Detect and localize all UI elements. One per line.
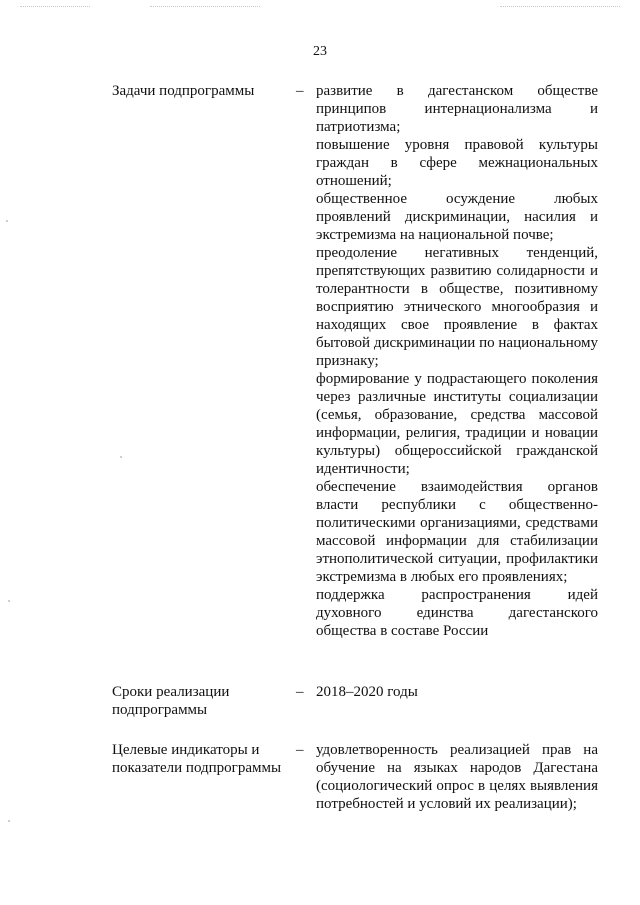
scan-speck — [120, 456, 122, 458]
scan-artifact — [20, 6, 90, 8]
list-item: обеспечение взаимодействия органов власти республики с общественно-политическими организациями, средствами массовой информации для стабилизации этнополитической ситуации, профилактики экстремизма в любых его проявлениях; — [316, 479, 598, 585]
list-item: поддержка распространения идей духовного единства дагестанского общества в составе России — [316, 587, 598, 639]
scan-artifact — [150, 6, 260, 8]
section-label: Целевые индикаторы и показатели подпрограммы — [112, 742, 282, 776]
section-label: Задачи подпрограммы — [112, 83, 255, 99]
list-item: удовлетворенность реализацией прав на обучение на языках народов Дагестана (социологический опрос в целях выявления потребностей и условий их реализации); — [316, 742, 598, 812]
page-number: 23 — [313, 44, 327, 59]
list-item: повышение уровня правовой культуры граждан в сфере межнациональных отношений; — [316, 137, 598, 189]
scan-speck — [6, 220, 8, 222]
section-label: Сроки реализации подпрограммы — [112, 684, 230, 718]
scan-speck — [8, 820, 10, 822]
scan-artifact — [500, 6, 620, 8]
scan-speck — [8, 600, 10, 602]
list-item: формирование у подрастающего поколения через различные институты социализации (семья, образование, средства массовой информации, религия, традиции и новации культуры) общероссийской гражданской идентичности; — [316, 371, 598, 477]
list-item: преодоление негативных тенденций, препятствующих развитию солидарности и толерантности в обществе, позитивному восприятию этнического многообразия и находящих свое проявление в фактах бытовой дискриминации по национальному признаку; — [316, 245, 598, 369]
list-item: общественное осуждение любых проявлений дискриминации, насилия и экстремизма на национальной почве; — [316, 191, 598, 243]
list-item: развитие в дагестанском обществе принципов интернационализма и патриотизма; — [316, 83, 598, 135]
section-dash: – — [296, 742, 304, 758]
section-dash: – — [296, 684, 304, 700]
section-value: 2018–2020 годы — [316, 684, 418, 700]
section-body — [316, 82, 598, 640]
section-dash: – — [296, 83, 304, 99]
section-body — [316, 741, 598, 813]
